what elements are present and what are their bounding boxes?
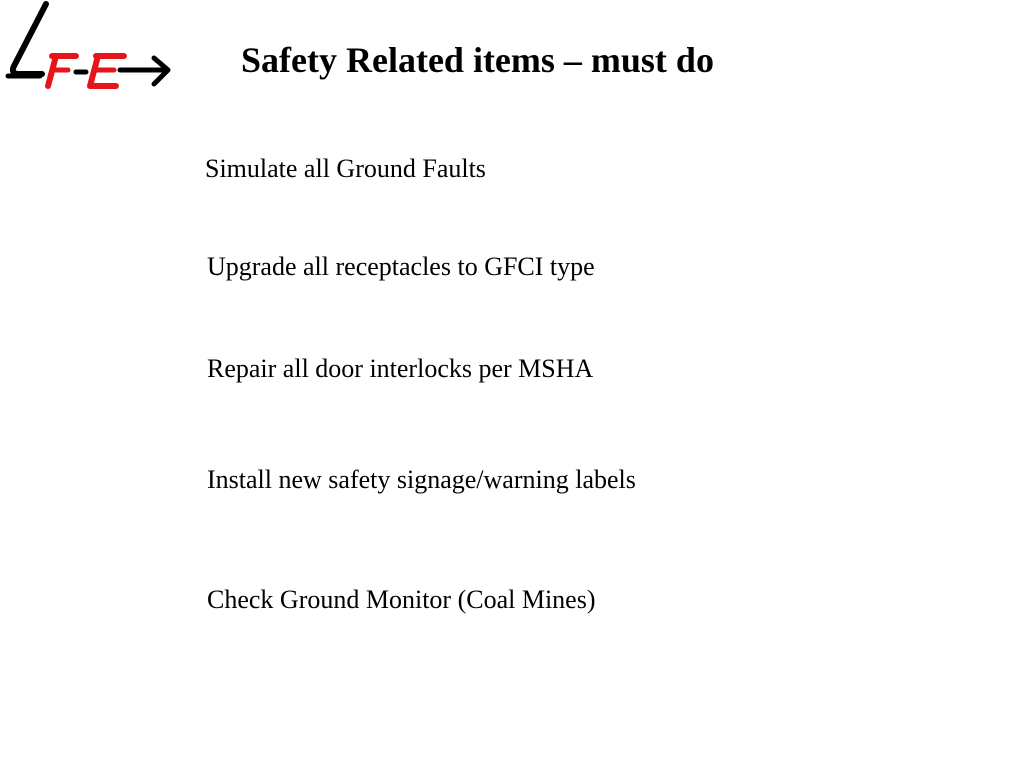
list-item: Install new safety signage/warning labels: [207, 465, 636, 494]
list-item: Simulate all Ground Faults: [205, 154, 486, 183]
lfe-logo-icon: [0, 0, 180, 96]
list-item: Repair all door interlocks per MSHA: [207, 354, 594, 383]
slide-title: Safety Related items – must do: [241, 40, 714, 80]
list-item: Upgrade all receptacles to GFCI type: [207, 252, 595, 281]
list-item: Check Ground Monitor (Coal Mines): [207, 585, 596, 614]
